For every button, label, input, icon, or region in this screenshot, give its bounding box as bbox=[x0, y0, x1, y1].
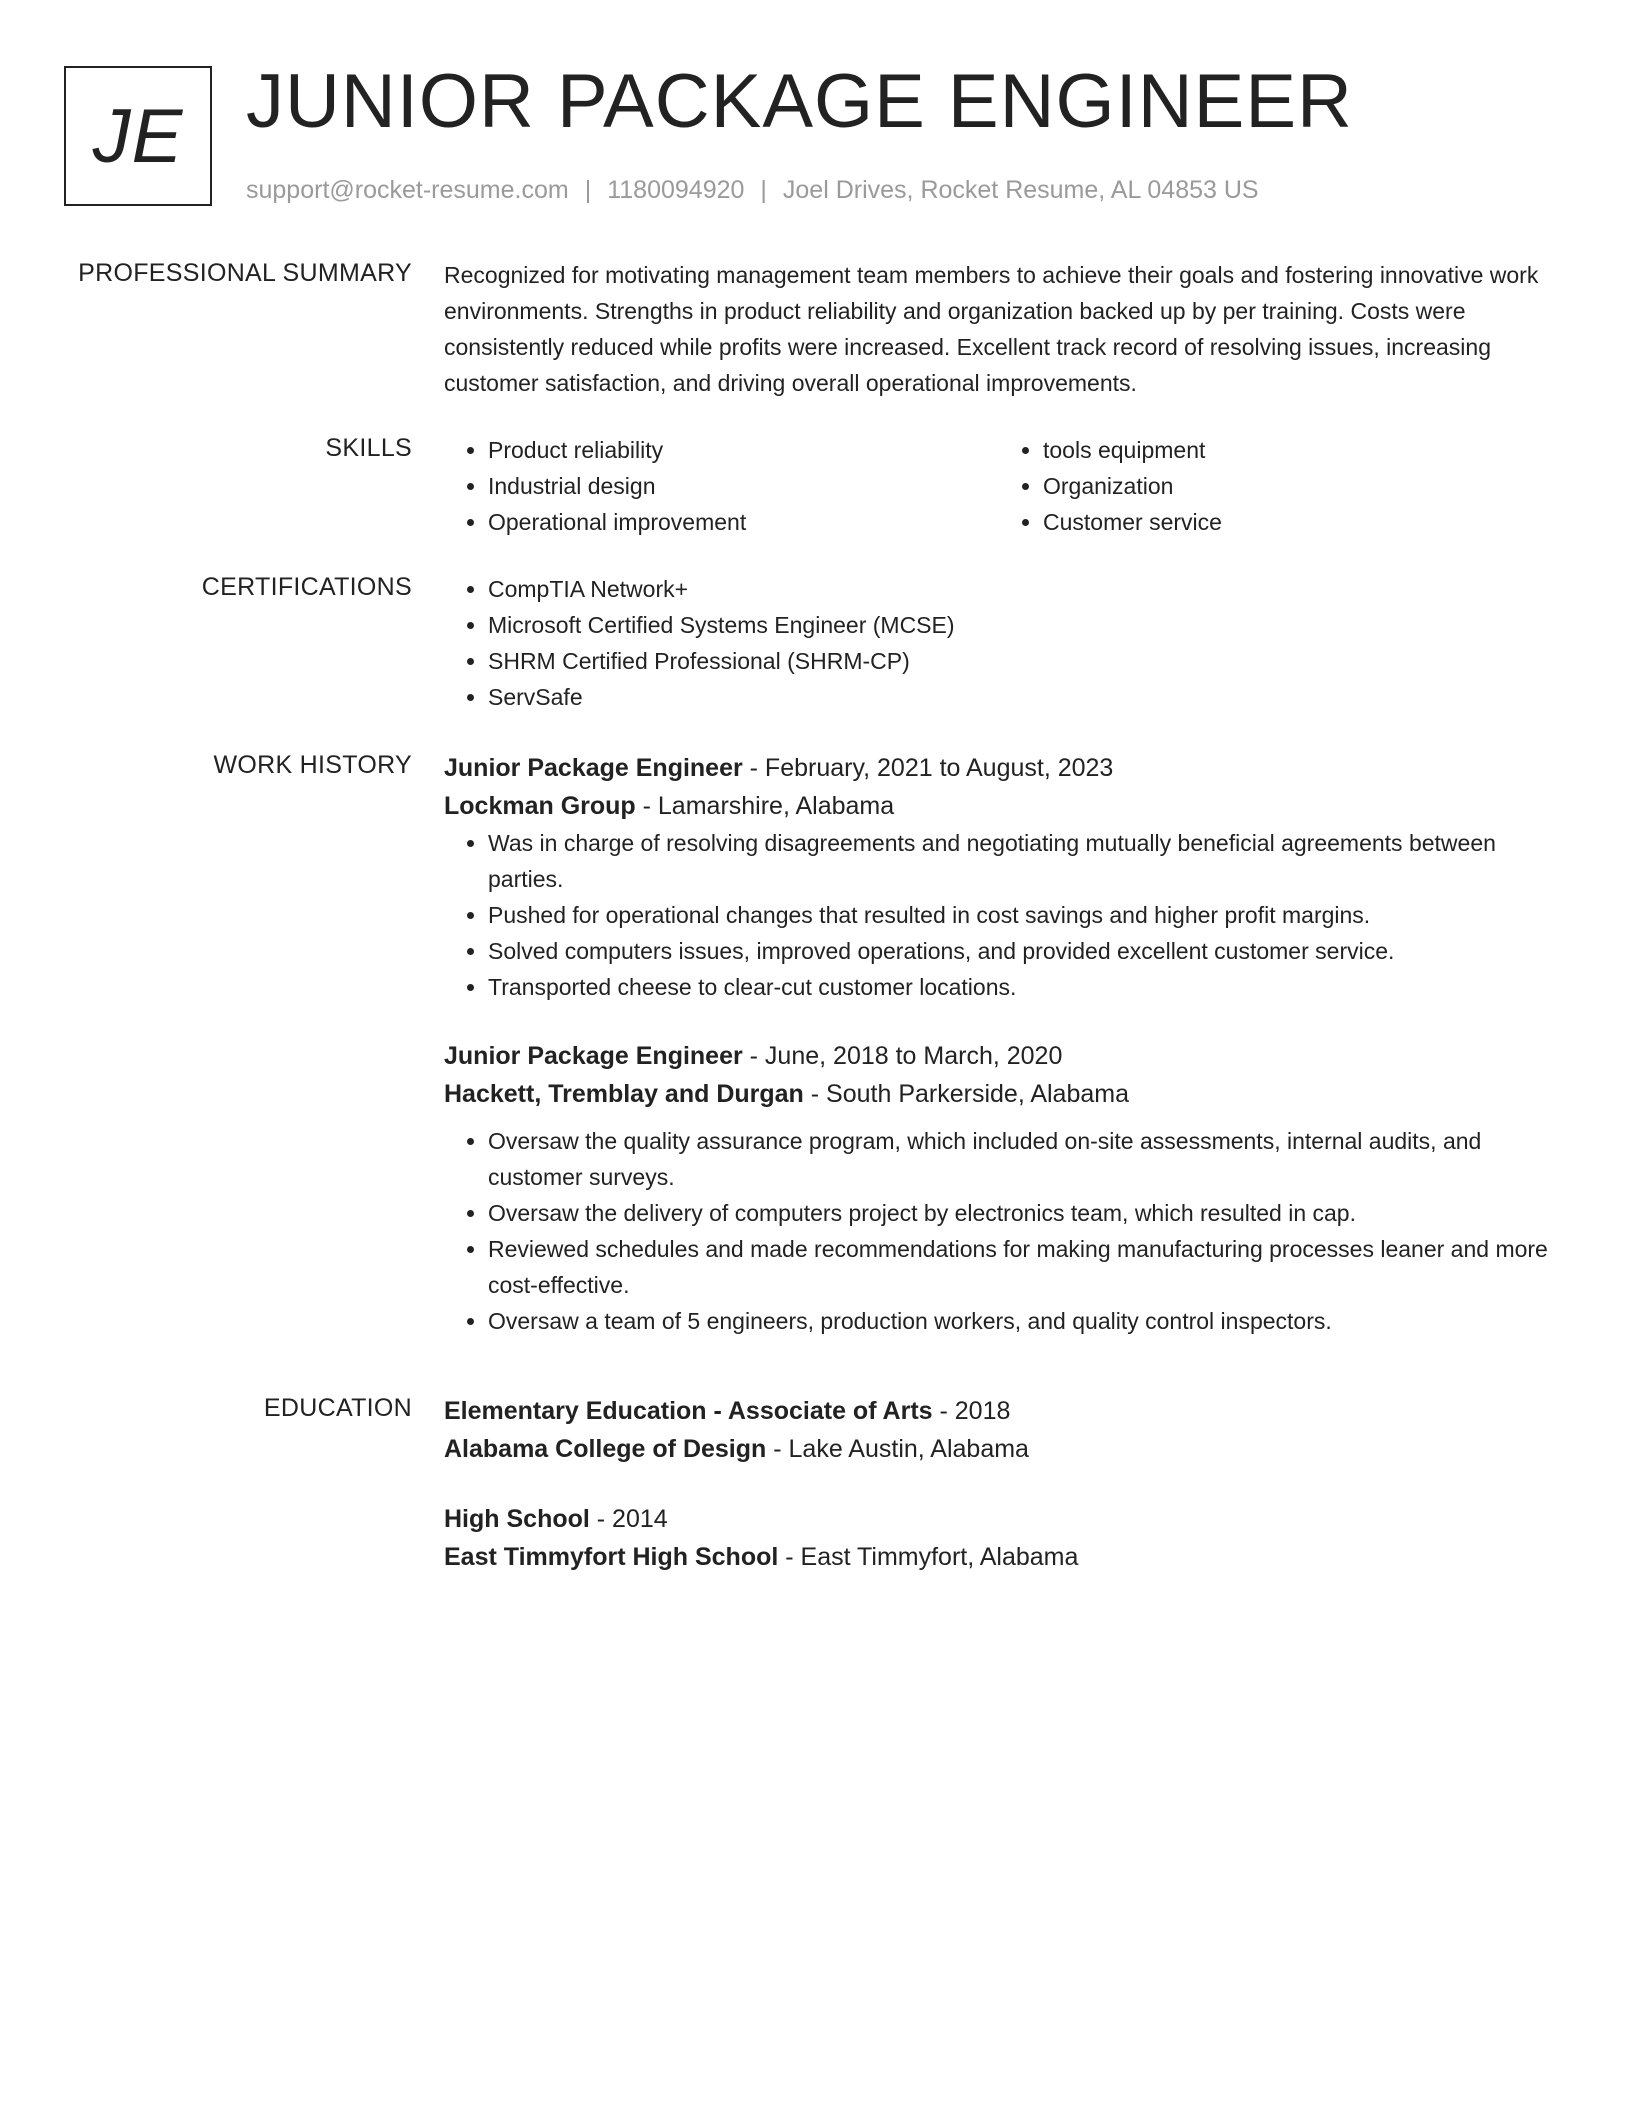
job-duty-item: • Oversaw the quality assurance program, which included on-site assessments, internal audits, and customer surveys. bbox=[488, 1123, 1554, 1195]
page-title: JUNIOR PACKAGE ENGINEER bbox=[246, 59, 1353, 144]
work-history-entries bbox=[444, 749, 1554, 1339]
job-duty-item: • Reviewed schedules and made recommendations for making manufacturing processes leaner and more cost-effective. bbox=[488, 1231, 1554, 1303]
contact-address: Joel Drives, Rocket Resume, AL 04853 US bbox=[782, 176, 1259, 204]
education-school-line bbox=[444, 1538, 1554, 1576]
job-duty-item: • Was in charge of resolving disagreements and negotiating mutually beneficial agreements between parties. bbox=[488, 825, 1554, 897]
education-school: Alabama College of Design bbox=[444, 1435, 767, 1463]
contact-separator: | bbox=[760, 176, 767, 204]
job-role: Junior Package Engineer bbox=[444, 754, 743, 782]
education-degree: High School bbox=[444, 1505, 590, 1533]
job-duty-item: • Oversaw a team of 5 engineers, production workers, and quality control inspectors. bbox=[488, 1303, 1554, 1339]
job-entry bbox=[444, 1037, 1554, 1339]
job-duty-item: • Solved computers issues, improved operations, and provided excellent customer service. bbox=[488, 933, 1554, 969]
contact-line bbox=[246, 174, 1259, 206]
job-location: - Lamarshire, Alabama bbox=[635, 792, 895, 820]
skills-list bbox=[444, 432, 1554, 540]
job-duty-item: • Pushed for operational changes that resulted in cost savings and higher profit margins. bbox=[488, 897, 1554, 933]
certifications-list bbox=[444, 571, 1554, 715]
certification-item: • ServSafe bbox=[488, 679, 1554, 715]
contact-separator: | bbox=[584, 176, 592, 204]
education-school-line bbox=[444, 1430, 1554, 1468]
job-duties bbox=[444, 825, 1554, 1005]
job-role: Junior Package Engineer bbox=[444, 1042, 743, 1070]
education-entries bbox=[444, 1392, 1554, 1576]
education-degree-line bbox=[444, 1392, 1554, 1430]
education-location: - Lake Austin, Alabama bbox=[766, 1435, 1029, 1463]
certification-item: • SHRM Certified Professional (SHRM-CP) bbox=[488, 643, 1554, 679]
section-heading-skills: SKILLS bbox=[325, 434, 412, 462]
certification-item: • Microsoft Certified Systems Engineer (MCSE) bbox=[488, 607, 1554, 643]
education-location: - East Timmyfort, Alabama bbox=[778, 1543, 1079, 1571]
job-entry bbox=[444, 749, 1554, 1005]
job-dates: - February, 2021 to August, 2023 bbox=[742, 754, 1114, 782]
job-dates: - June, 2018 to March, 2020 bbox=[742, 1042, 1063, 1070]
job-location: - South Parkerside, Alabama bbox=[803, 1080, 1129, 1108]
skill-item: • Product reliability bbox=[488, 432, 999, 468]
job-role-line bbox=[444, 749, 1554, 787]
education-entry bbox=[444, 1500, 1554, 1576]
skills-column-left bbox=[444, 432, 999, 540]
monogram-badge: JE bbox=[64, 66, 212, 206]
contact-email[interactable]: support@rocket-resume.com bbox=[246, 176, 569, 204]
skill-item: • Customer service bbox=[1043, 504, 1554, 540]
skill-item: • Operational improvement bbox=[488, 504, 999, 540]
education-degree: Elementary Education - Associate of Arts bbox=[444, 1397, 933, 1425]
certification-item: • CompTIA Network+ bbox=[488, 571, 1554, 607]
job-role-line bbox=[444, 1037, 1554, 1075]
section-heading-summary: PROFESSIONAL SUMMARY bbox=[78, 259, 412, 287]
job-company-line bbox=[444, 787, 1554, 825]
education-year: - 2014 bbox=[589, 1505, 668, 1533]
contact-phone[interactable]: 1180094920 bbox=[607, 176, 745, 204]
education-school: East Timmyfort High School bbox=[444, 1543, 779, 1571]
job-duties bbox=[444, 1123, 1554, 1339]
job-company: Hackett, Tremblay and Durgan bbox=[444, 1080, 804, 1108]
education-year: - 2018 bbox=[932, 1397, 1011, 1425]
job-company-line bbox=[444, 1075, 1554, 1113]
section-heading-work-history: WORK HISTORY bbox=[213, 751, 412, 779]
skills-column-right bbox=[999, 432, 1554, 540]
education-entry bbox=[444, 1392, 1554, 1468]
summary-text: Recognized for motivating management team members to achieve their goals and fostering innovative work environments. Strengths in product reliability and organization backed up by per training. Costs were consistently reduced while profits were increased. Excellent track record of resolving issues, increasing customer satisfaction, and driving overall operational improvements. bbox=[444, 262, 1539, 396]
skill-item: • Organization bbox=[1043, 468, 1554, 504]
section-heading-education: EDUCATION bbox=[263, 1394, 412, 1422]
job-duty-item: • Oversaw the delivery of computers project by electronics team, which resulted in cap. bbox=[488, 1195, 1554, 1231]
job-company: Lockman Group bbox=[444, 792, 636, 820]
job-duty-item: • Transported cheese to clear-cut customer locations. bbox=[488, 969, 1554, 1005]
skill-item: • tools equipment bbox=[1043, 432, 1554, 468]
education-degree-line bbox=[444, 1500, 1554, 1538]
skill-item: • Industrial design bbox=[488, 468, 999, 504]
section-heading-certifications: CERTIFICATIONS bbox=[201, 573, 412, 601]
